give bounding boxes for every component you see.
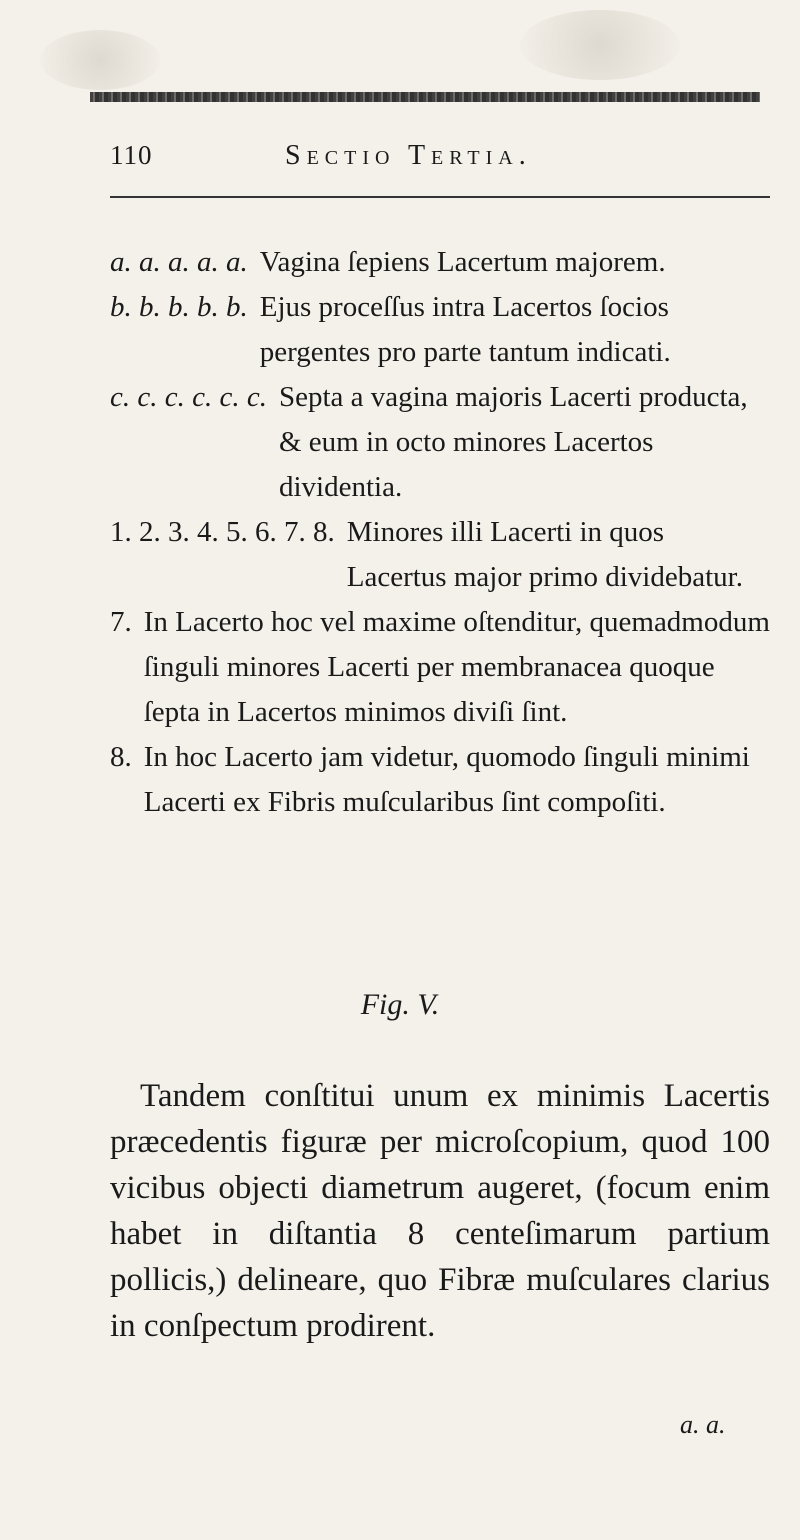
legend-entry-c <box>110 375 770 510</box>
legend-key: c. c. c. c. c. c. <box>110 381 267 413</box>
legend-key: 7. <box>110 606 132 638</box>
legend-entry-7 <box>110 600 770 735</box>
page-number: 110 <box>110 140 153 170</box>
legend-entry-b <box>110 285 770 375</box>
legend-entry-numbers <box>110 510 770 600</box>
running-head: Sectio Tertia. <box>285 140 532 171</box>
legend-text: In Lacerto hoc vel maxime oſtenditur, quemadmodum ſinguli minores Lacerti per membranacea quoque ſepta in Lacertos minimos diviſi ſint. <box>143 606 770 728</box>
catchword: a. a. <box>680 1410 726 1439</box>
legend-entry-8 <box>110 735 770 825</box>
figure-caption: Fig. V. <box>360 988 440 1021</box>
legend-text: Minores illi Lacerti in quos Lacertus major primo dividebatur. <box>346 516 743 593</box>
legend-entry-a <box>110 240 770 285</box>
legend-text: Ejus proceſſus intra Lacertos ſocios pergentes pro parte tantum indicati. <box>259 291 671 368</box>
legend-key: b. b. b. b. b. <box>110 291 248 323</box>
ornamental-rule <box>90 92 760 102</box>
paper-stain <box>40 30 160 90</box>
body-paragraph: Tandem conſtitui unum ex minimis Lacertis præcedentis figuræ per microſcopium, quod 100 vicibus objecti diametrum augeret, (focum enim habet in diſtantia 8 centeſimarum partium pollicis,) delineare, quo Fibræ muſculares clarius in conſpectum prodirent. <box>110 1078 770 1344</box>
legend-key: 1. 2. 3. 4. 5. 6. 7. 8. <box>110 516 335 548</box>
paper-stain <box>520 10 680 80</box>
legend-key: a. a. a. a. a. <box>110 246 248 278</box>
page-header <box>110 140 770 180</box>
legend-text: In hoc Lacerto jam videtur, quomodo ſinguli minimi Lacerti ex Fibris muſcularibus ſint compoſiti. <box>143 741 750 818</box>
legend-key: 8. <box>110 741 132 773</box>
legend-text: Vagina ſepiens Lacertum majorem. <box>259 246 666 278</box>
legend-text: Septa a vagina majoris Lacerti producta, & eum in octo minores Lacertos dividentia. <box>278 381 748 503</box>
figure-legend <box>110 240 770 825</box>
header-rule <box>110 196 770 198</box>
